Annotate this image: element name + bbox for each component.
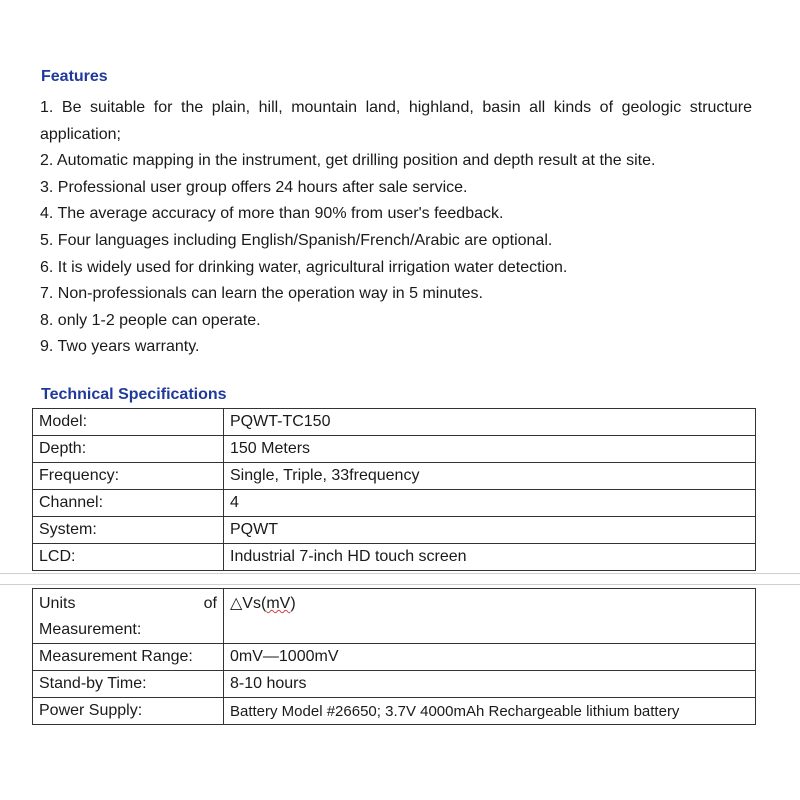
spec-value: PQWT-TC150 bbox=[224, 409, 756, 436]
spec-key: System: bbox=[33, 517, 224, 544]
spec-value: 150 Meters bbox=[224, 436, 756, 463]
feature-item: 9. Two years warranty. bbox=[40, 338, 200, 356]
units-value-prefix: △Vs( bbox=[230, 595, 267, 612]
spec-value: PQWT bbox=[224, 517, 756, 544]
feature-item: 2. Automatic mapping in the instrument, get drilling position and depth result at the site. bbox=[40, 152, 656, 170]
table-row bbox=[33, 463, 756, 490]
table-row bbox=[33, 644, 756, 671]
units-value-suffix: ) bbox=[290, 595, 296, 612]
features-heading: Features bbox=[41, 68, 108, 85]
spec-key: Measurement Range: bbox=[33, 644, 224, 671]
feature-item: 8. only 1-2 people can operate. bbox=[40, 311, 261, 329]
spec-key: Channel: bbox=[33, 490, 224, 517]
feature-item: 5. Four languages including English/Spanish/French/Arabic are optional. bbox=[40, 231, 553, 249]
table-row bbox=[33, 490, 756, 517]
feature-item: 1. Be suitable for the plain, hill, mountain land, highland, basin all kinds of geologic structure application; bbox=[40, 99, 752, 143]
table-row bbox=[33, 517, 756, 544]
spec-value: 8-10 hours bbox=[224, 671, 756, 698]
table-row bbox=[33, 409, 756, 436]
spec-key: Depth: bbox=[33, 436, 224, 463]
spec-key-units bbox=[33, 589, 224, 644]
spec-value: 4 bbox=[224, 490, 756, 517]
feature-item: 3. Professional user group offers 24 hours after sale service. bbox=[40, 178, 468, 196]
units-word: Units bbox=[39, 595, 76, 612]
spec-table-part1 bbox=[32, 408, 756, 571]
feature-item: 7. Non-professionals can learn the operation way in 5 minutes. bbox=[40, 285, 483, 303]
table-row bbox=[33, 698, 756, 725]
spec-key: Model: bbox=[33, 409, 224, 436]
spec-key: Stand-by Time: bbox=[33, 671, 224, 698]
feature-item: 4. The average accuracy of more than 90% from user's feedback. bbox=[40, 205, 504, 223]
feature-list bbox=[40, 95, 752, 361]
feature-item: 6. It is widely used for drinking water, agricultural irrigation water detection. bbox=[40, 258, 568, 276]
table-row bbox=[33, 589, 756, 644]
spec-key: LCD: bbox=[33, 544, 224, 571]
of-word: of bbox=[203, 595, 217, 612]
spellcheck-underlined-text: mV bbox=[266, 595, 291, 612]
spec-value: 0mV—1000mV bbox=[224, 644, 756, 671]
page-break-divider bbox=[0, 573, 800, 585]
table-row bbox=[33, 436, 756, 463]
spec-value: Industrial 7-inch HD touch screen bbox=[224, 544, 756, 571]
spec-value: Single, Triple, 33frequency bbox=[224, 463, 756, 490]
spec-table-part2 bbox=[32, 588, 756, 725]
spec-key: Frequency: bbox=[33, 463, 224, 490]
spec-value: Battery Model #26650; 3.7V 4000mAh Rechargeable lithium battery bbox=[224, 698, 756, 725]
spec-key: Power Supply: bbox=[33, 698, 224, 725]
table-row bbox=[33, 544, 756, 571]
measurement-word: Measurement: bbox=[39, 621, 142, 638]
specs-heading: Technical Specifications bbox=[41, 386, 227, 403]
table-row bbox=[33, 671, 756, 698]
spec-value-units bbox=[224, 589, 756, 644]
